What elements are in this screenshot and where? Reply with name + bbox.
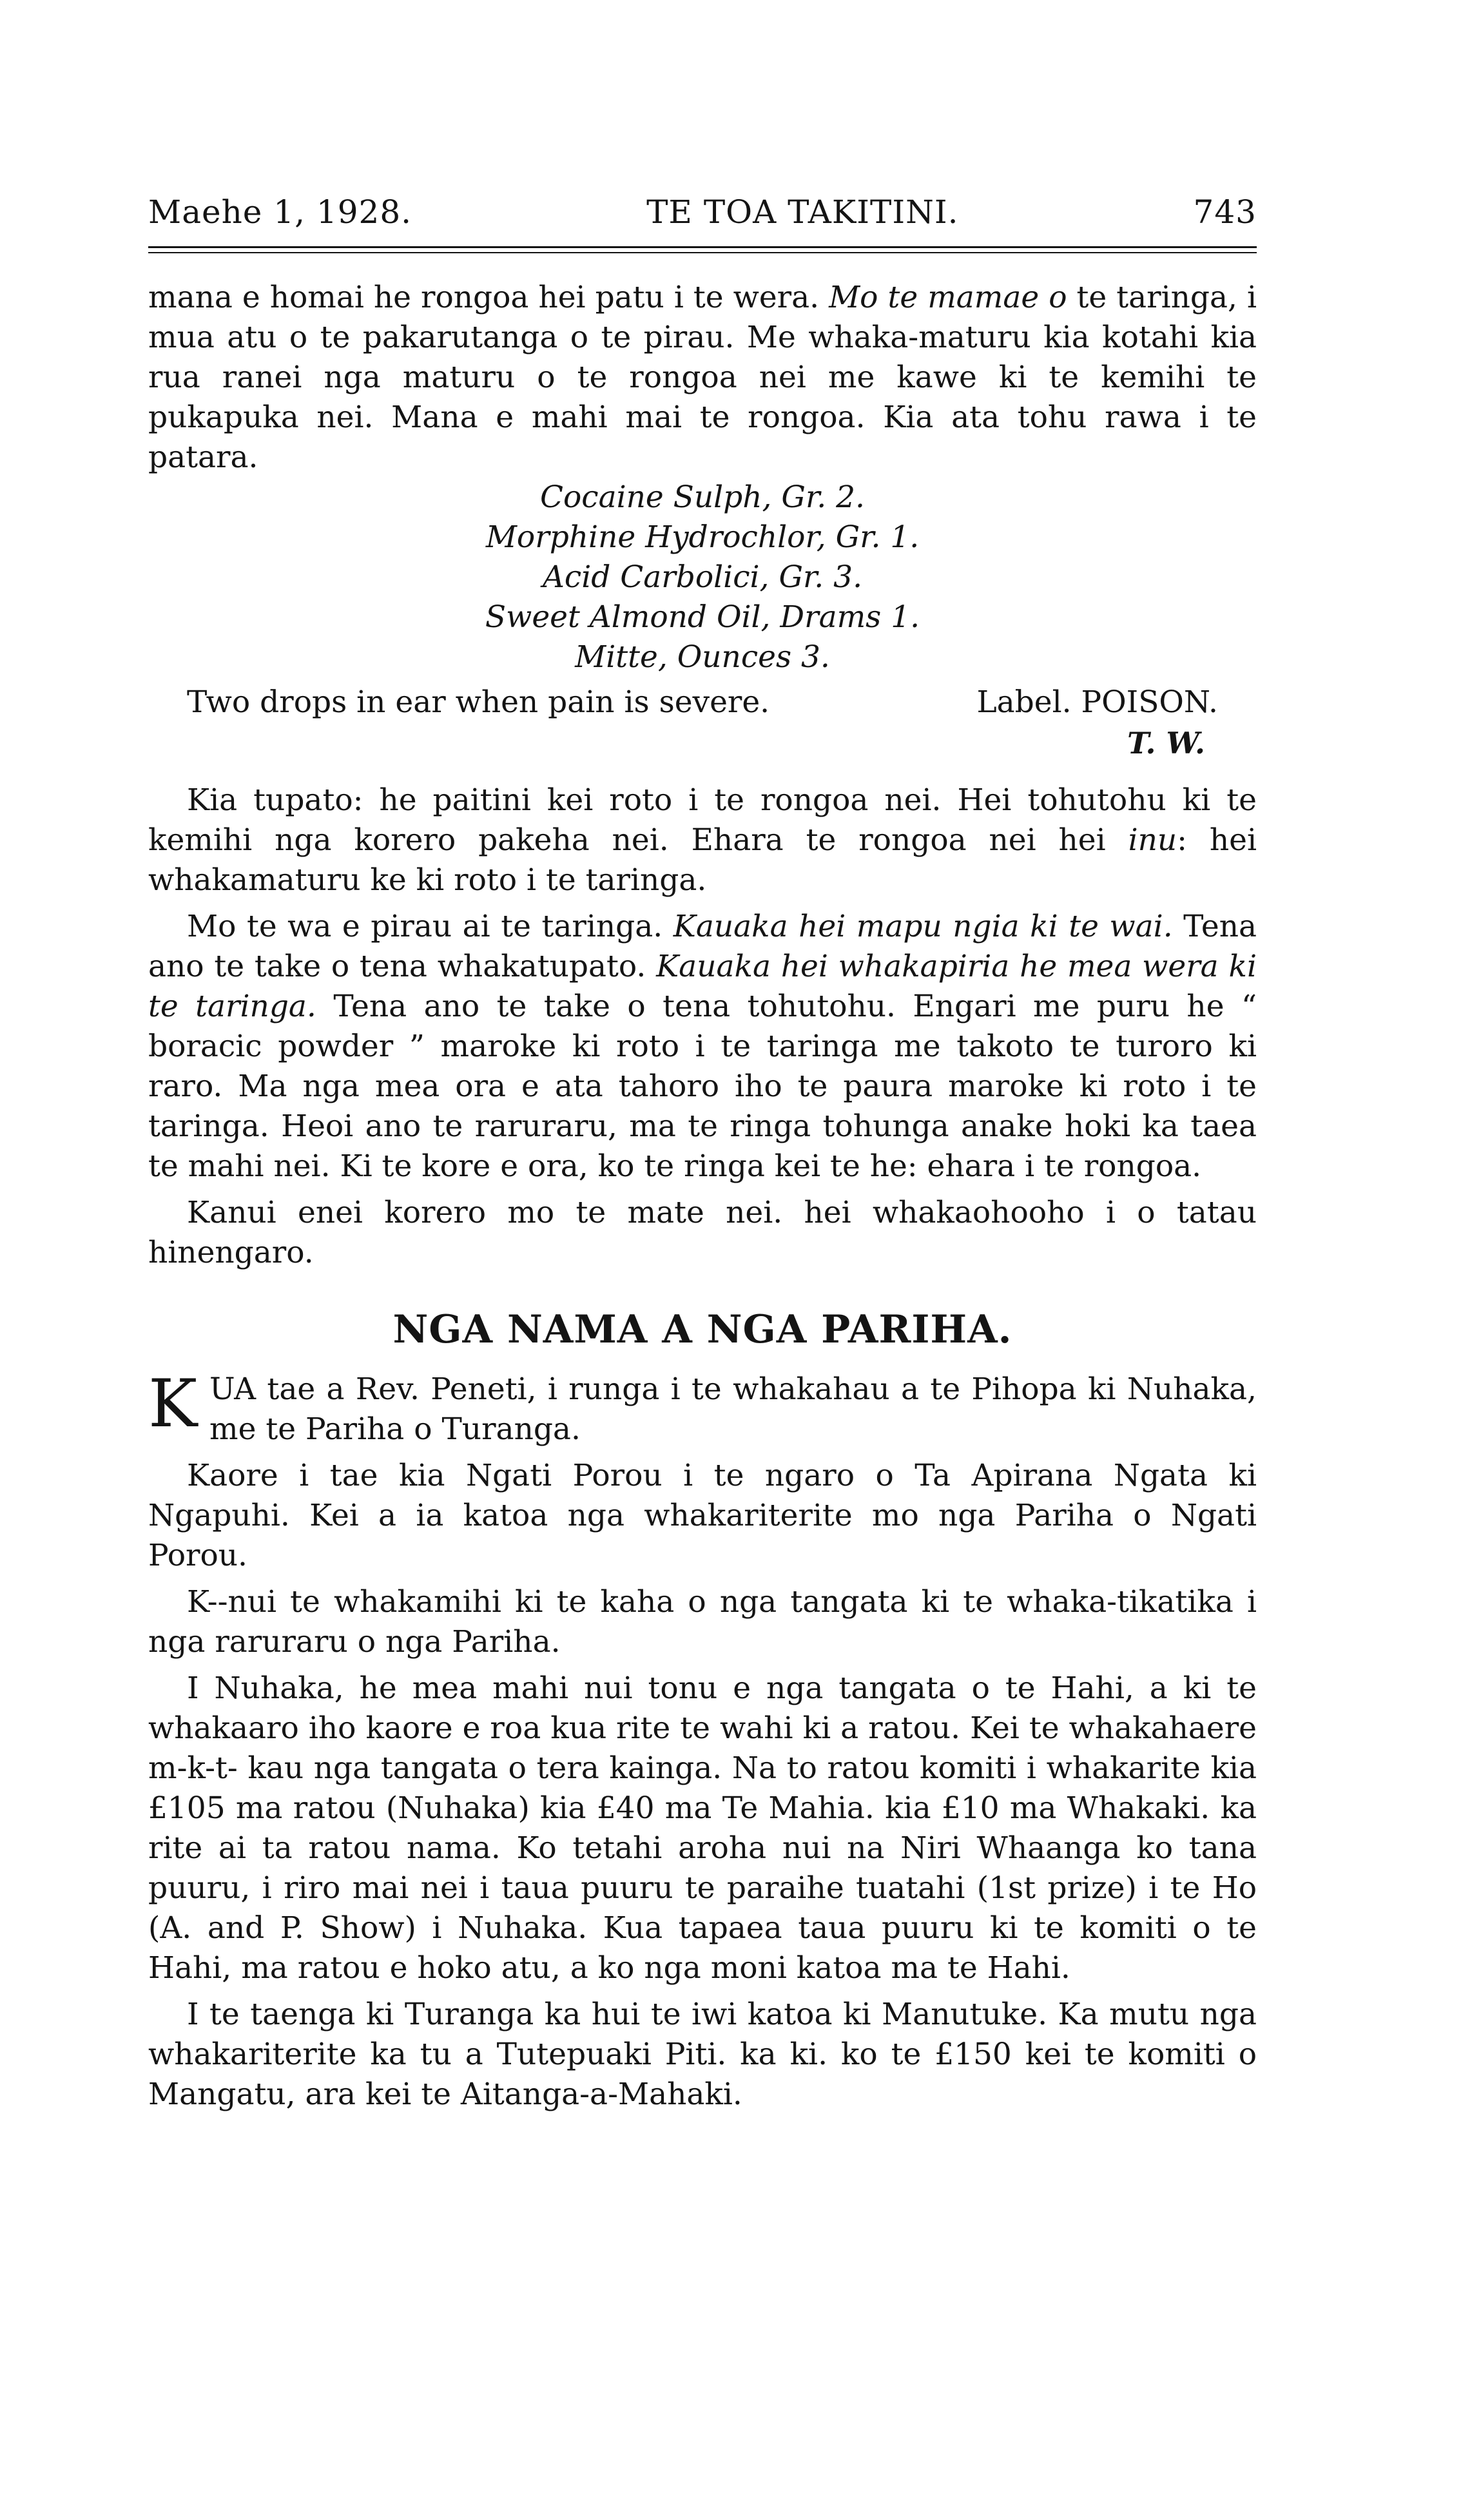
paragraph-2 (148, 780, 1257, 900)
running-header (148, 193, 1257, 240)
instruction-line (187, 683, 1218, 722)
paragraph-4: Kanui enei korero mo te mate nei. hei whakaohooho i o tatau hinengaro. (148, 1195, 1257, 1270)
paragraph-2-italic-a: inu (1128, 822, 1177, 858)
prescription-line: Mitte, Ounces 3. (575, 639, 830, 675)
instruction-label: Label. POISON. (976, 684, 1218, 720)
paragraph-5 (148, 1366, 1257, 1449)
prescription-line: Morphine Hydrochlor, Gr. 1. (485, 519, 920, 555)
prescription-line: Sweet Almond Oil, Drams 1. (485, 599, 920, 635)
signature: T. W. (1127, 726, 1205, 761)
section-heading: NGA NAMA A NGA PARIHA. (392, 1307, 1012, 1352)
header-rule (148, 246, 1257, 248)
page (148, 193, 1257, 2115)
paragraph-3 (148, 907, 1257, 1187)
prescription-line: Acid Carbolici, Gr. 3. (542, 559, 863, 595)
paragraph-1-italic-a: Mo te mamae o (829, 280, 1067, 315)
header-page-number: 743 (1193, 193, 1257, 231)
paragraph-3-text-b: Tena ano te take o tena whakatupato. (148, 909, 1257, 984)
paragraph-6: Kaore i tae kia Ngati Porou i te ngaro o Ta Apirana Ngata ki Ngapuhi. Kei a ia katoa nga whakariterite mo nga Pariha o Ngati Porou. (148, 1458, 1257, 1573)
paragraph-3-text-c: Tena ano te take o tena tohutohu. Engari me puru he “ boracic powder ” maroke ki roto i te taringa me takoto te turoro ki raro. Ma nga mea ora e ata tahoro iho te paura maroke ki roto i te taringa. Heoi ano te raruraru, ma te ringa tohunga anake hoki ka taea te mahi nei. Ki te kore e ora, ko te ringa kei te he: ehara i te rongoa. (148, 989, 1257, 1184)
instruction-dose: Two drops in ear when pain is severe. (187, 684, 770, 720)
paragraph-3-italic-a: Kauaka hei mapu ngia ki te wai. (673, 909, 1173, 944)
drop-cap: K (148, 1366, 198, 1442)
paragraph-7: K--nui te whakamihi ki te kaha o nga tangata ki te whaka-tikatika i nga raruraru o nga Pariha. (148, 1584, 1257, 1660)
paragraph-5-text: UA tae a Rev. Peneti, i runga i te whakahau a te Pihopa ki Nuhaka, me te Pariha o Turanga. (209, 1371, 1257, 1447)
prescription-line: Cocaine Sulph, Gr. 2. (540, 480, 865, 515)
header-rule-thin (148, 252, 1257, 253)
header-date: Maehe 1, 1928. (148, 193, 412, 231)
paragraph-3-italic-b: Kauaka hei whakapiria he mea wera ki te taringa. (148, 949, 1257, 1024)
prescription-block (148, 478, 1257, 677)
paragraph-9: I te taenga ki Turanga ka hui te iwi katoa ki Manutuke. Ka mutu nga whakariterite ka tu a Tutepuaki Piti. ka ki. ko te £150 kei te komiti o Mangatu, ara kei te Aitanga-a-Mahaki. (148, 1997, 1257, 2112)
paragraph-3-text-a: Mo te wa e pirau ai te taringa. (187, 909, 673, 944)
paragraph-1 (148, 278, 1257, 478)
header-title: TE TOA TAKITINI. (646, 193, 959, 231)
paragraph-8: I Nuhaka, he mea mahi nui tonu e nga tangata o te Hahi, a ki te whakaaro iho kaore e roa kua rite te wahi ki a ratou. Kei te whakahaere m-k-t- kau nga tangata o tera kainga. Na to ratou komiti i whakarite kia £105 ma ratou (Nuhaka) kia £40 ma Te Mahia. kia £10 ma Whakaki. ka rite ai ta ratou nama. Ko tetahi aroha nui na Niri Whaanga ko tana puuru, i riro mai nei i taua puuru te paraihe tuatahi (1st prize) i te Ho (A. and P. Show) i Nuhaka. Kua tapaea taua puuru ki te komiti o te Hahi, ma ratou e hoko atu, a ko nga moni katoa ma te Hahi. (148, 1671, 1257, 1986)
paragraph-1-text-a: mana e homai he rongoa hei patu i te wera. (148, 280, 829, 315)
paragraph-2-text-a: Kia tupato: he paitini kei roto i te rongoa nei. Hei tohutohu ki te kemihi nga korero pakeha nei. Ehara te rongoa nei hei (148, 782, 1257, 858)
paragraph-2-text-b: : hei whakamaturu ke ki roto i te taringa. (148, 822, 1257, 898)
paragraph-1-text-b: te taringa, i mua atu o te pakarutanga o te pirau. Me whaka-maturu kia kotahi kia rua ranei nga maturu o te rongoa nei me kawe ki te kemihi te pukapuka nei. Mana e mahi mai te rongoa. Kia ata tohu rawa i te patara. (148, 280, 1257, 475)
